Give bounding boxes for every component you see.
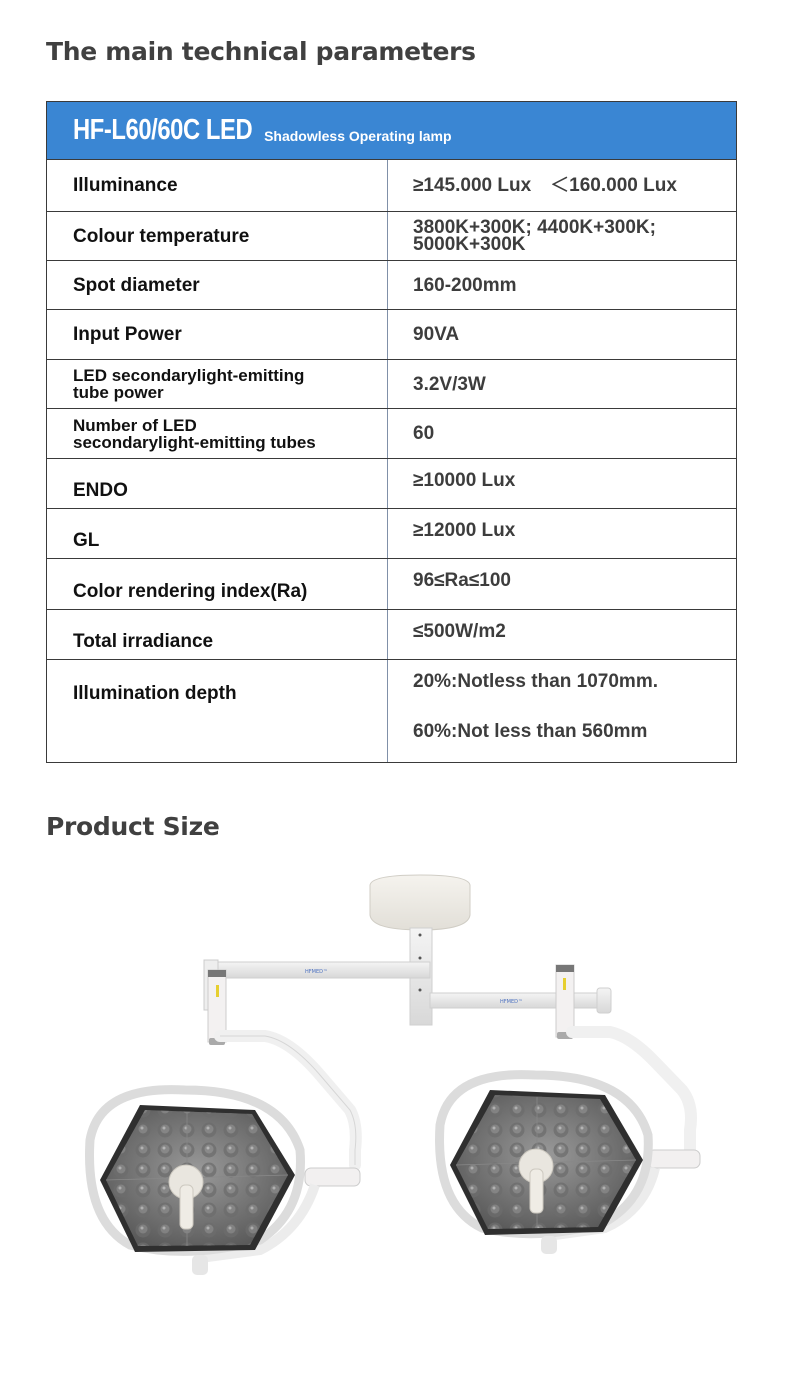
param-value: 3.2V/3W [388,360,737,409]
brand-label-right: HFMED™ [500,999,523,1005]
model-name: HF-L60/60C LED [73,114,253,146]
product-image [0,860,790,1290]
param-value: ≥145.000 Lux ＜160.000 Lux [388,160,737,212]
table-row [47,261,737,310]
label-line: tube power [73,383,164,402]
param-label: GL [47,509,388,559]
label-line: LED secondarylight-emitting [73,366,305,385]
technical-parameters-table [46,101,737,763]
value-line: 5000K+300K [413,234,526,255]
table-row [47,160,737,212]
param-label: Spot diameter [47,261,388,310]
param-label [47,360,388,409]
label-line: Number of LED [73,415,197,435]
table-header [47,102,737,160]
table-row [47,610,737,660]
param-value: 96≤Ra≤100 [388,559,737,610]
ceiling-canopy [370,875,470,930]
table-row [47,360,737,409]
operating-lamp-illustration [0,860,790,1290]
param-label: ENDO [47,459,388,509]
brand-label-left: HFMED™ [305,969,328,975]
param-value: ≥10000 Lux [388,459,737,509]
param-value: ≤500W/m2 [388,610,737,660]
param-label: Total irradiance [47,610,388,660]
param-label: Illumination depth [47,660,388,763]
value-line: 60%:Not less than 560mm [413,721,648,742]
table-row [47,559,737,610]
parameters-section-title: The main technical parameters [46,37,476,66]
product-size-section-title: Product Size [46,812,220,841]
param-value: 160-200mm [388,261,737,310]
table-row [47,459,737,509]
param-value [388,212,737,261]
param-value [388,660,737,763]
table-row [47,212,737,261]
table-row [47,310,737,360]
param-label: Input Power [47,310,388,360]
param-label [47,409,388,459]
table-header-row [47,102,737,160]
label-line: secondarylight-emitting tubes [73,432,316,452]
param-label: Illuminance [47,160,388,212]
param-label: Color rendering index(Ra) [47,559,388,610]
param-value: 60 [388,409,737,459]
param-label: Colour temperature [47,212,388,261]
value-line: 20%:Notless than 1070mm. [413,671,658,692]
param-value: 90VA [388,310,737,360]
table-row [47,509,737,559]
param-value: ≥12000 Lux [388,509,737,559]
model-subtitle: Shadowless Operating lamp [264,128,452,144]
table-row [47,660,737,763]
value-line: 3800K+300K; 4400K+300K; [413,217,656,238]
table-row [47,409,737,459]
